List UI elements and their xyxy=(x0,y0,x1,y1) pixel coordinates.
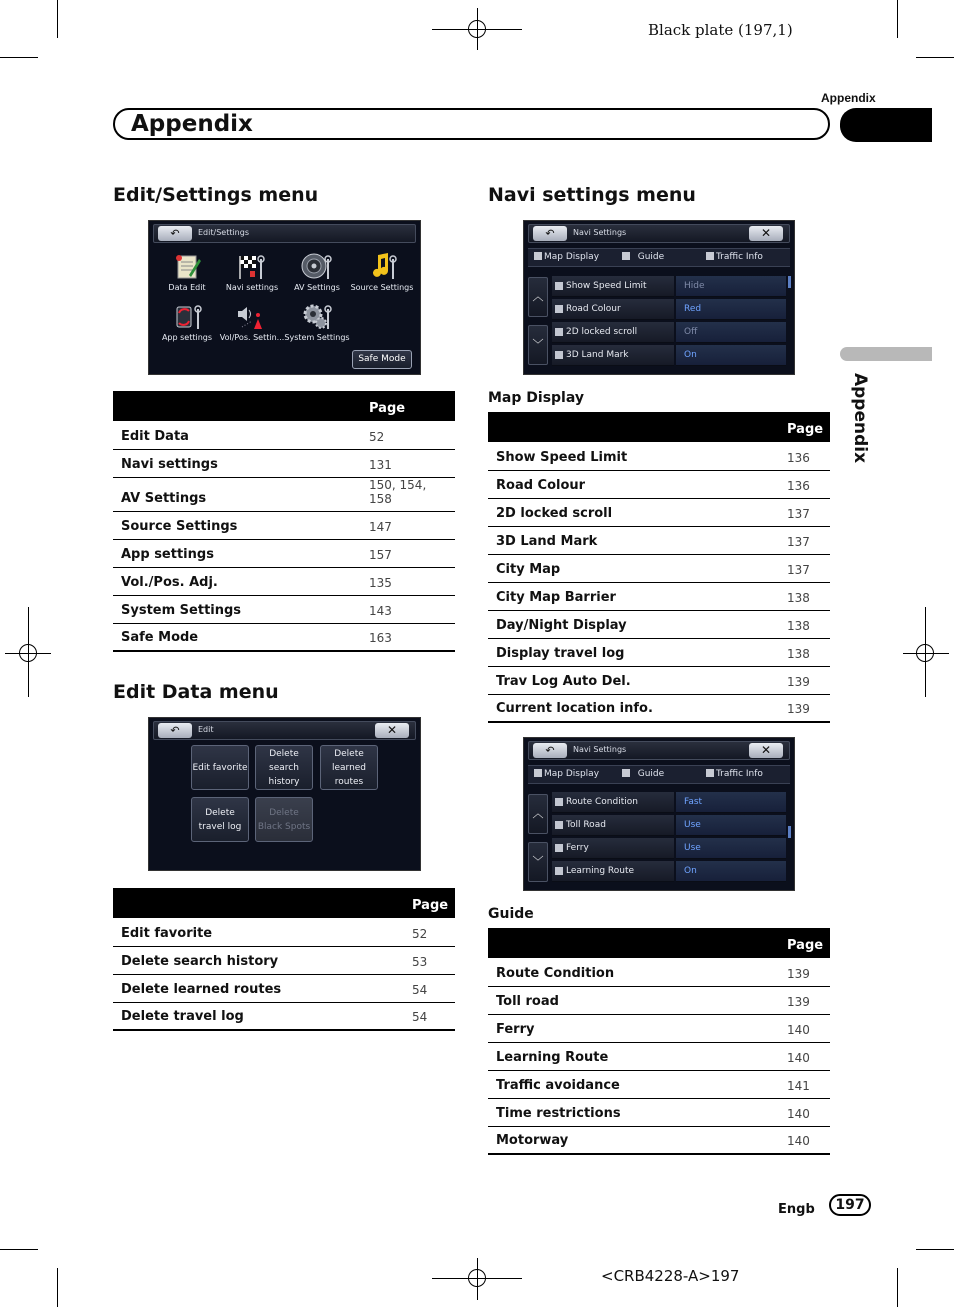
screen-title: Edit/Settings xyxy=(198,228,249,237)
banner-title: Appendix xyxy=(131,111,253,137)
menu-label: AV Settings xyxy=(294,283,340,292)
item-name: AV Settings xyxy=(113,477,361,511)
setting-label: Toll Road xyxy=(552,815,674,836)
table-row xyxy=(488,666,830,694)
item-header xyxy=(113,888,404,918)
table-row xyxy=(113,946,455,974)
setting-label: Road Colour xyxy=(552,299,674,320)
menu-label: System Settings xyxy=(284,333,350,342)
music-note-icon xyxy=(364,251,400,281)
menu-source-settings[interactable] xyxy=(348,251,416,292)
tab-bar xyxy=(528,765,790,784)
table-row xyxy=(488,986,830,1014)
page-ref: 52 xyxy=(361,421,455,449)
page-header: Page xyxy=(779,928,830,958)
item-name: Source Settings xyxy=(113,511,361,539)
notepad-icon xyxy=(169,251,205,281)
gears-icon xyxy=(299,301,335,331)
edit-settings-screen xyxy=(148,220,421,375)
navi-settings-heading: Navi settings menu xyxy=(488,184,696,206)
tab-map-display[interactable]: Map Display xyxy=(534,252,599,262)
table-row xyxy=(488,1098,830,1126)
item-name: Route Condition xyxy=(488,958,779,986)
item-name: 2D locked scroll xyxy=(488,498,779,526)
table-header xyxy=(113,888,455,918)
setting-label: Show Speed Limit xyxy=(552,276,674,297)
menu-label: Navi settings xyxy=(225,283,279,292)
item-name: Delete search history xyxy=(113,946,404,974)
item-name: Motorway xyxy=(488,1126,779,1154)
safe-mode-button[interactable]: Safe Mode xyxy=(352,350,412,369)
item-name: City Map xyxy=(488,554,779,582)
tab-bar xyxy=(528,248,790,267)
page-number: 197 xyxy=(829,1194,871,1216)
guide-icon xyxy=(622,769,630,777)
table-row xyxy=(113,539,455,567)
table-row xyxy=(488,958,830,986)
page-ref: 141 xyxy=(779,1070,830,1098)
item-name: Ferry xyxy=(488,1014,779,1042)
setting-row[interactable] xyxy=(552,792,786,813)
page-ref: 143 xyxy=(361,595,455,623)
table-row xyxy=(113,511,455,539)
setting-value: Fast xyxy=(676,792,786,813)
tab-traffic-info[interactable]: Traffic Info xyxy=(706,252,763,262)
item-name: Edit Data xyxy=(113,421,361,449)
scrollbar[interactable] xyxy=(788,826,791,838)
menu-app-settings[interactable] xyxy=(153,301,221,342)
screen-titlebar xyxy=(528,741,790,760)
setting-row[interactable] xyxy=(552,276,786,297)
scroll-down-button[interactable]: ﹀ xyxy=(528,325,548,365)
item-name: Delete travel log xyxy=(113,1002,404,1030)
item-name: City Map Barrier xyxy=(488,582,779,610)
item-name: Traffic avoidance xyxy=(488,1070,779,1098)
table-row xyxy=(113,477,455,511)
map-display-subheading: Map Display xyxy=(488,390,584,406)
table-row xyxy=(488,554,830,582)
navi-guide-screen xyxy=(523,737,795,891)
page-ref: 138 xyxy=(779,638,830,666)
setting-label: 3D Land Mark xyxy=(552,345,674,366)
back-button[interactable]: ↶ xyxy=(158,723,192,738)
menu-system-settings[interactable] xyxy=(283,301,351,342)
item-name: App settings xyxy=(113,539,361,567)
setting-value: On xyxy=(676,345,786,366)
item-name: Road Colour xyxy=(488,470,779,498)
table-row xyxy=(488,610,830,638)
section-banner xyxy=(113,108,830,140)
edit-data-screen xyxy=(148,717,421,871)
page-ref: 52 xyxy=(404,918,455,946)
setting-row[interactable] xyxy=(552,838,786,859)
menu-label: App settings xyxy=(161,333,213,342)
item-name: Delete learned routes xyxy=(113,974,404,1002)
page-ref: 150, 154, 158 xyxy=(361,477,455,511)
close-button[interactable]: ✕ xyxy=(375,723,409,738)
footer-code: <CRB4228-A>197 xyxy=(601,1267,740,1285)
setting-row[interactable] xyxy=(552,345,786,366)
table-row xyxy=(488,442,830,470)
edit-data-table xyxy=(113,888,455,1031)
checkered-flag-icon xyxy=(234,251,270,281)
table-row xyxy=(488,1070,830,1098)
scroll-arrows xyxy=(528,273,548,366)
map-icon xyxy=(534,769,542,777)
tab-guide[interactable]: Guide xyxy=(622,769,664,779)
table-row xyxy=(113,449,455,477)
setting-value: Use xyxy=(676,838,786,859)
table-row xyxy=(113,1002,455,1030)
screen-title: Edit xyxy=(198,725,214,734)
menu-label: Source Settings xyxy=(350,283,414,292)
page-ref: 139 xyxy=(779,958,830,986)
edit-favorite-tile[interactable]: Edit favorite xyxy=(191,745,249,790)
screen-title: Navi Settings xyxy=(573,228,627,237)
table-row xyxy=(113,974,455,1002)
page-ref: 135 xyxy=(361,567,455,595)
footer-lang: Engb xyxy=(778,1202,815,1217)
plate-label: Black plate (197,1) xyxy=(648,21,793,39)
screen-title: Navi Settings xyxy=(573,745,627,754)
tab-traffic-info[interactable]: Traffic Info xyxy=(706,769,763,779)
table-row xyxy=(488,498,830,526)
side-tab-label: Appendix xyxy=(850,372,870,464)
setting-value: Hide xyxy=(676,276,786,297)
running-head: Appendix xyxy=(821,91,876,105)
delete-learned-routes-tile[interactable]: Delete learned routes xyxy=(320,745,378,790)
delete-travel-log-tile[interactable]: Delete travel log xyxy=(191,797,249,842)
item-header xyxy=(488,928,779,958)
map-display-table xyxy=(488,412,830,723)
item-name: Safe Mode xyxy=(113,623,361,651)
screen-titlebar xyxy=(153,224,416,243)
page-ref: 139 xyxy=(779,666,830,694)
table-header xyxy=(488,412,830,442)
page-ref: 139 xyxy=(779,694,830,722)
tab-map-display[interactable]: Map Display xyxy=(534,769,599,779)
edit-settings-heading: Edit/Settings menu xyxy=(113,184,319,206)
page-ref: 140 xyxy=(779,1042,830,1070)
table-row xyxy=(488,526,830,554)
table-header xyxy=(113,391,455,421)
table-row xyxy=(113,918,455,946)
screen-titlebar xyxy=(528,224,790,243)
page-ref: 163 xyxy=(361,623,455,651)
scroll-down-button[interactable]: ﹀ xyxy=(528,842,548,882)
tab-guide[interactable]: Guide xyxy=(622,252,664,262)
page-ref: 137 xyxy=(779,554,830,582)
item-name: Display travel log xyxy=(488,638,779,666)
app-refresh-icon xyxy=(169,301,205,331)
menu-data-edit[interactable] xyxy=(153,251,221,292)
item-name: Vol./Pos. Adj. xyxy=(113,567,361,595)
setting-row[interactable] xyxy=(552,815,786,836)
item-name: Trav Log Auto Del. xyxy=(488,666,779,694)
menu-label: Data Edit xyxy=(168,283,206,292)
delete-black-spots-tile: Delete Black Spots xyxy=(255,797,313,842)
page-ref: 140 xyxy=(779,1014,830,1042)
setting-label: 2D locked scroll xyxy=(552,322,674,343)
page-header: Page xyxy=(404,888,455,918)
page-header: Page xyxy=(361,391,455,421)
item-name: Show Speed Limit xyxy=(488,442,779,470)
page-ref: 139 xyxy=(779,986,830,1014)
setting-row[interactable] xyxy=(552,299,786,320)
item-name: Current location info. xyxy=(488,694,779,722)
table-row xyxy=(488,1014,830,1042)
setting-value: Red xyxy=(676,299,786,320)
speaker-icon xyxy=(299,251,335,281)
page-ref: 136 xyxy=(779,442,830,470)
volume-position-icon xyxy=(234,301,270,331)
table-row xyxy=(488,638,830,666)
page-ref: 136 xyxy=(779,470,830,498)
edit-data-heading: Edit Data menu xyxy=(113,681,279,703)
table-row xyxy=(488,470,830,498)
item-name: 3D Land Mark xyxy=(488,526,779,554)
setting-label: Learning Route xyxy=(552,861,674,882)
close-button[interactable]: ✕ xyxy=(749,743,783,758)
setting-row[interactable] xyxy=(552,322,786,343)
item-header xyxy=(113,391,361,421)
menu-navi-settings[interactable] xyxy=(218,251,286,292)
item-name: Edit favorite xyxy=(113,918,404,946)
setting-label: Ferry xyxy=(552,838,674,859)
setting-value: Use xyxy=(676,815,786,836)
delete-search-history-tile[interactable]: Delete search history xyxy=(255,745,313,790)
page-ref: 54 xyxy=(404,1002,455,1030)
back-button[interactable]: ↶ xyxy=(533,743,567,758)
page-ref: 138 xyxy=(779,582,830,610)
page-ref: 138 xyxy=(779,610,830,638)
table-row xyxy=(113,421,455,449)
setting-label: Route Condition xyxy=(552,792,674,813)
menu-vol-pos-settings[interactable] xyxy=(218,301,286,342)
page-header: Page xyxy=(779,412,830,442)
edit-settings-table xyxy=(113,391,455,652)
thumb-tab xyxy=(840,108,932,142)
table-row xyxy=(488,694,830,722)
item-name: Learning Route xyxy=(488,1042,779,1070)
scroll-up-button[interactable]: ︿ xyxy=(528,794,548,834)
guide-icon xyxy=(622,252,630,260)
page-ref: 140 xyxy=(779,1126,830,1154)
table-row xyxy=(113,567,455,595)
item-name: Toll road xyxy=(488,986,779,1014)
setting-value: On xyxy=(676,861,786,882)
table-row xyxy=(488,1042,830,1070)
menu-label: Vol/Pos. Settin... xyxy=(219,333,285,342)
item-name: System Settings xyxy=(113,595,361,623)
traffic-icon xyxy=(706,769,714,777)
scroll-up-button[interactable]: ︿ xyxy=(528,277,548,317)
table-row xyxy=(488,582,830,610)
menu-av-settings[interactable] xyxy=(283,251,351,292)
page-ref: 131 xyxy=(361,449,455,477)
table-header xyxy=(488,928,830,958)
back-button[interactable]: ↶ xyxy=(158,226,192,241)
item-name: Time restrictions xyxy=(488,1098,779,1126)
guide-table xyxy=(488,928,830,1155)
setting-row[interactable] xyxy=(552,861,786,882)
traffic-icon xyxy=(706,252,714,260)
page-ref: 147 xyxy=(361,511,455,539)
screen-titlebar xyxy=(153,721,416,740)
back-button[interactable]: ↶ xyxy=(533,226,567,241)
page-ref: 137 xyxy=(779,498,830,526)
scrollbar[interactable] xyxy=(788,276,791,288)
guide-subheading: Guide xyxy=(488,906,534,922)
item-name: Day/Night Display xyxy=(488,610,779,638)
table-row xyxy=(113,623,455,651)
item-name: Navi settings xyxy=(113,449,361,477)
page-ref: 157 xyxy=(361,539,455,567)
navi-map-display-screen xyxy=(523,220,795,375)
scroll-arrows xyxy=(528,790,548,882)
page-ref: 137 xyxy=(779,526,830,554)
close-button[interactable]: ✕ xyxy=(749,226,783,241)
setting-value: Off xyxy=(676,322,786,343)
page-ref: 54 xyxy=(404,974,455,1002)
table-row xyxy=(113,595,455,623)
table-row xyxy=(488,1126,830,1154)
item-header xyxy=(488,412,779,442)
page-ref: 140 xyxy=(779,1098,830,1126)
page-ref: 53 xyxy=(404,946,455,974)
map-icon xyxy=(534,252,542,260)
